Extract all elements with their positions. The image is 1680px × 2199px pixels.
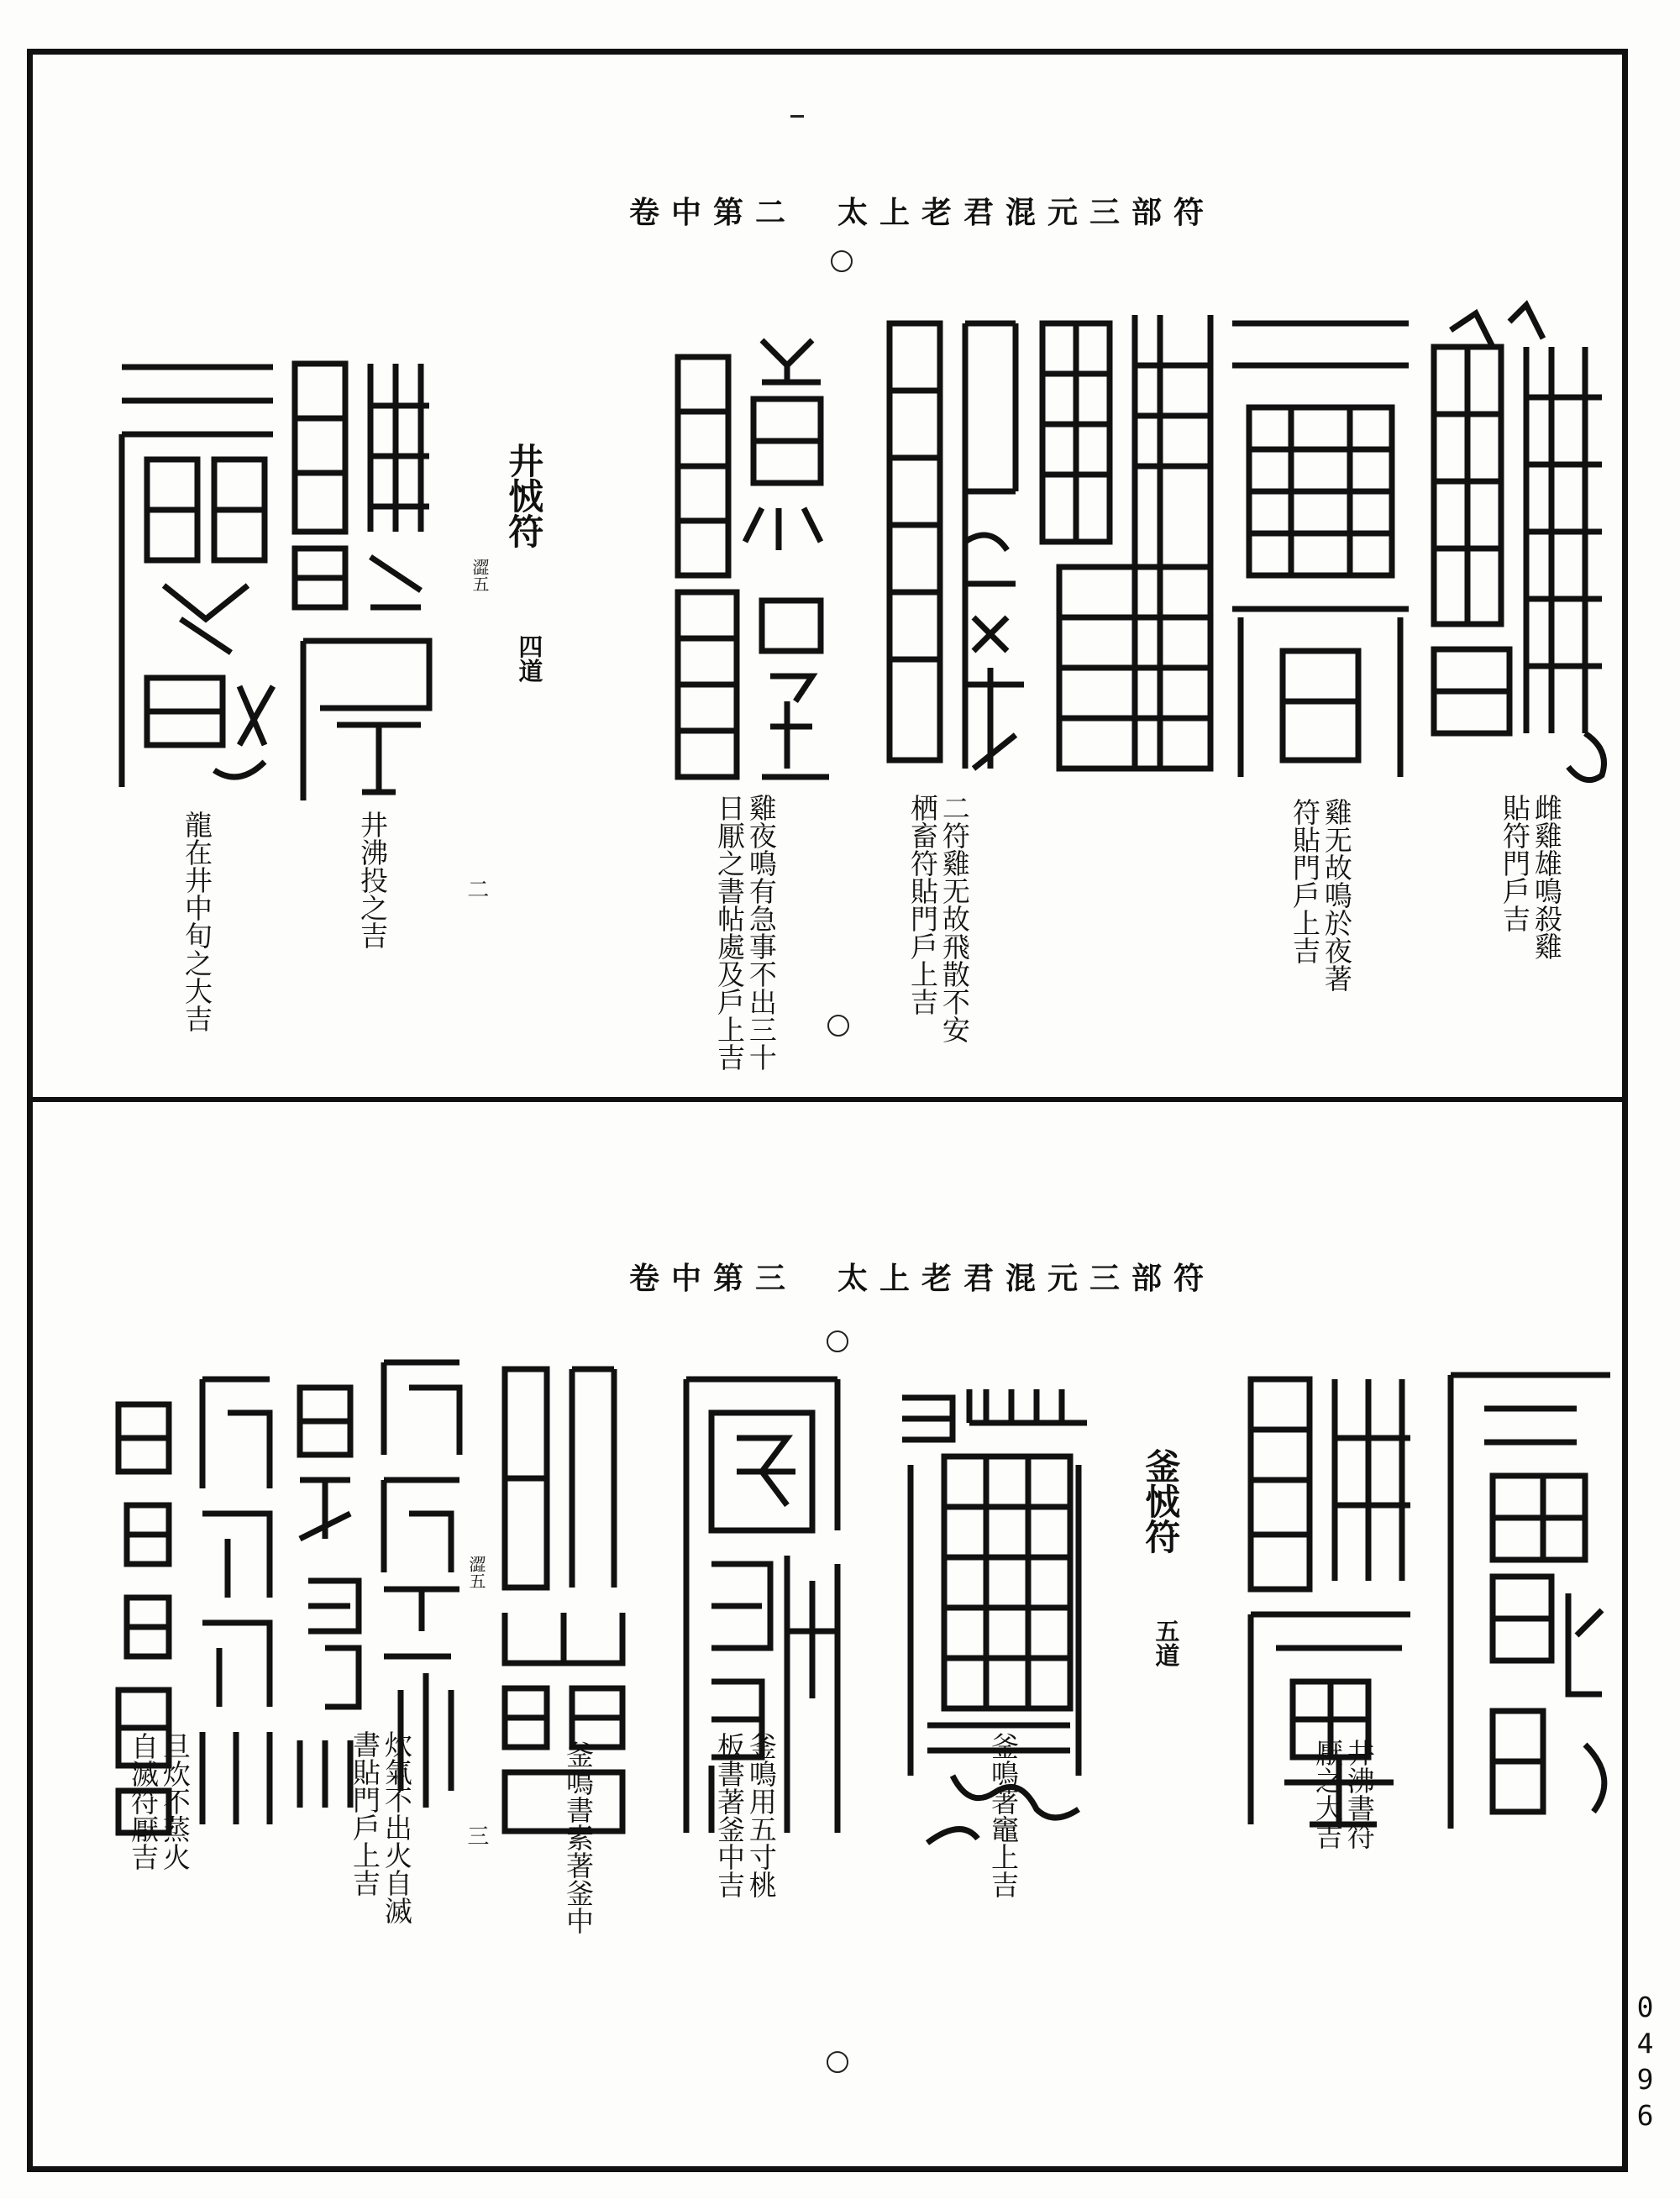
caption-5-line-1: 井沸投之吉 bbox=[355, 811, 389, 949]
caption-2 bbox=[1289, 798, 1352, 992]
caption-8-line-1: 釜鳴著竈上吉 bbox=[986, 1732, 1020, 1898]
talisman-6 bbox=[286, 355, 442, 809]
ink-circle bbox=[827, 1015, 849, 1037]
ink-circle bbox=[831, 250, 853, 272]
caption-9-line-1: 釜鳴用五寸桃 bbox=[744, 1732, 778, 1898]
talisman-8 bbox=[1434, 1358, 1627, 1829]
caption-12-line-2: 自滅符厭吉 bbox=[126, 1732, 160, 1871]
caption-8 bbox=[987, 1732, 1019, 1898]
caption-5 bbox=[356, 811, 388, 949]
caption-10-line-1: 釜鳴書素著釜中 bbox=[561, 1740, 595, 1934]
talisman-2 bbox=[1224, 298, 1417, 790]
caption-2-line-2: 符貼門戶上吉 bbox=[1288, 798, 1321, 964]
talisman-5 bbox=[669, 332, 837, 802]
caption-3 bbox=[906, 794, 970, 1043]
caption-6 bbox=[181, 811, 213, 1032]
running-head-volume: 卷中第二 bbox=[629, 195, 798, 230]
caption-11-line-1: 炊氣不出火自滅 bbox=[380, 1730, 413, 1924]
caption-12-line-1: 旦炊不蒸火 bbox=[158, 1732, 192, 1871]
caption-9 bbox=[713, 1732, 777, 1898]
caption-11 bbox=[349, 1730, 412, 1924]
caption-7-line-1: 井沸書符 bbox=[1342, 1739, 1376, 1850]
running-head-top bbox=[629, 189, 1215, 232]
caption-12 bbox=[127, 1732, 191, 1871]
binding-number: 0496 bbox=[1629, 1991, 1662, 2135]
caption-9-line-2: 板書著釜中吉 bbox=[712, 1732, 746, 1898]
caption-1-line-1: 雌雞雄鳴殺雞 bbox=[1530, 794, 1563, 960]
talisman-7 bbox=[113, 350, 281, 804]
caption-4 bbox=[713, 794, 777, 1071]
top-page bbox=[33, 55, 1622, 1097]
section-count-bottom: 五道 bbox=[1152, 1619, 1181, 1667]
ink-circle bbox=[827, 1330, 848, 1352]
caption-11-line-2: 書貼門戶上吉 bbox=[348, 1730, 381, 1897]
ink-mark bbox=[790, 115, 804, 118]
caption-10 bbox=[562, 1740, 594, 1934]
talisman-1 bbox=[1417, 297, 1619, 788]
talisman-4 bbox=[881, 298, 1028, 794]
section-title-top: 井㤜符 bbox=[503, 443, 545, 548]
running-head-volume: 卷中第三 bbox=[629, 1261, 798, 1296]
section-count-top: 四道 bbox=[515, 634, 544, 683]
section-title-bottom: 釜㤜符 bbox=[1140, 1448, 1182, 1554]
caption-1 bbox=[1499, 794, 1562, 960]
page-number-bottom: 三 bbox=[463, 1824, 489, 1846]
talisman-3 bbox=[1034, 298, 1227, 785]
caption-1-line-2: 貼符門戶吉 bbox=[1498, 794, 1531, 932]
running-head-title: 太上老君混元三部符 bbox=[837, 1261, 1216, 1296]
section-note-bottom: 澀五 bbox=[466, 1556, 486, 1589]
caption-7-line-2: 厭之大吉 bbox=[1310, 1739, 1344, 1850]
section-note-top: 澀五 bbox=[470, 559, 490, 592]
caption-4-line-2: 日厭之書帖處及戶上吉 bbox=[712, 794, 746, 1071]
running-head-title: 太上老君混元三部符 bbox=[837, 195, 1216, 230]
running-head-bottom bbox=[629, 1255, 1215, 1298]
caption-6-line-1: 龍在井中旬之大吉 bbox=[180, 811, 213, 1032]
bottom-page bbox=[33, 1102, 1622, 2166]
ink-circle bbox=[827, 2051, 848, 2073]
page-number-top: 二 bbox=[463, 878, 489, 900]
caption-3-line-1: 二符雞无故飛散不安 bbox=[937, 794, 971, 1043]
caption-7 bbox=[1311, 1739, 1375, 1850]
caption-3-line-2: 栖畜符貼門戶上吉 bbox=[906, 794, 939, 1016]
caption-2-line-1: 雞无故鳴於夜著 bbox=[1320, 798, 1353, 992]
caption-4-line-1: 雞夜鳴有急事不出三十 bbox=[744, 794, 778, 1071]
